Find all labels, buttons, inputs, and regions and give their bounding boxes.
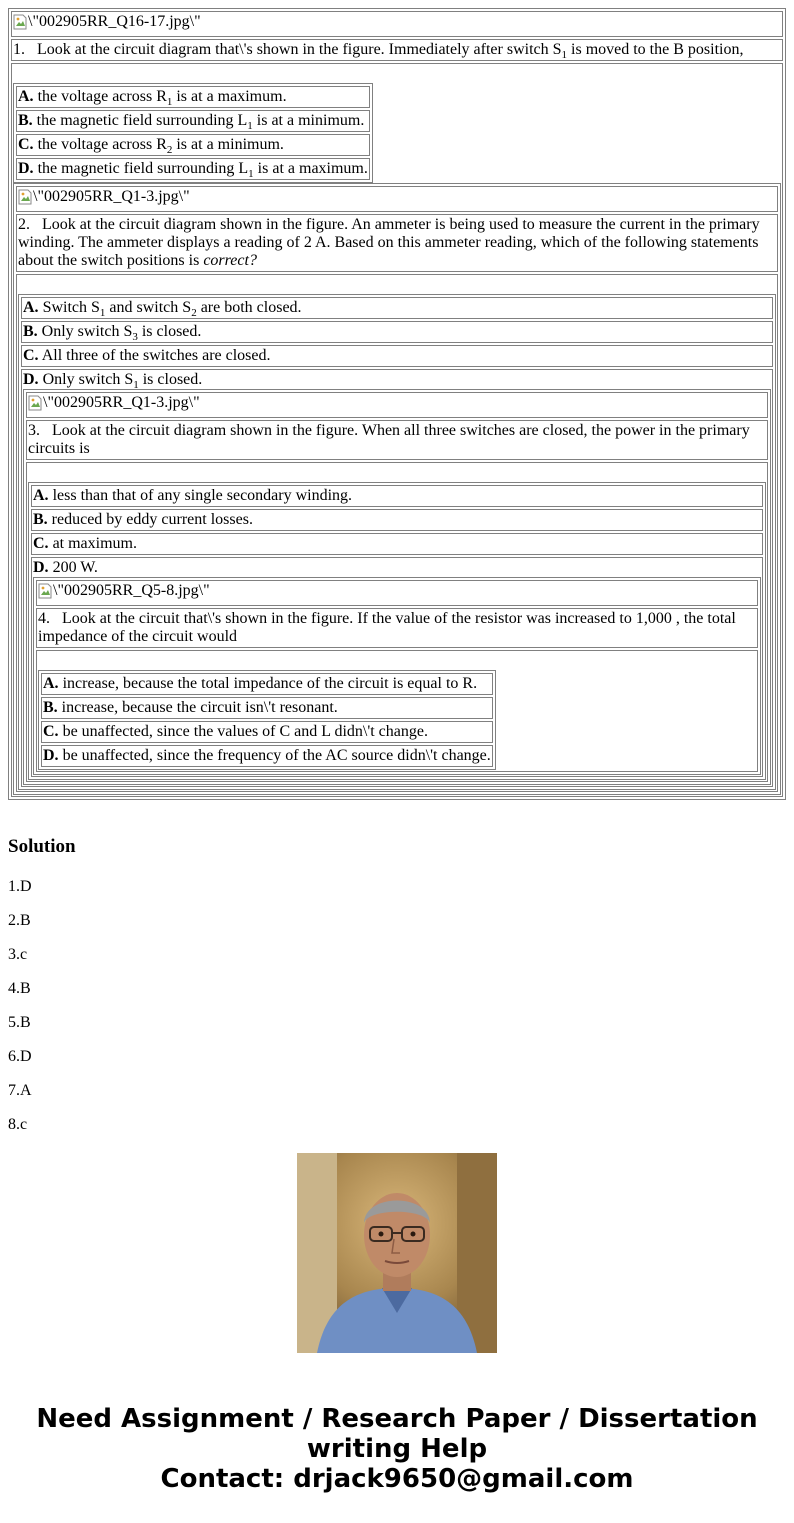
- question-2-options: [18, 294, 776, 790]
- promo-line-1: Need Assignment / Research Paper / Dissertation: [36, 1404, 758, 1434]
- question-1-text: 1. Look at the circuit diagram that\'s shown in the figure. Immediately after switch $S_1$ is moved to the B position,: [11, 39, 783, 61]
- question-2-table: [13, 183, 781, 795]
- question-1-options: [13, 83, 373, 183]
- option-d: D. 200 W. \"002905RR_Q5-8.jpg\" 4. Look at the circuit that\'s shown in the figure. If the value of the resistor was increased to 1,000 , the total impedance of the circuit would A. increase, because the total impedance of the circuit is equal to R. B. increase, because the circuit isn\'t resonant. C. be unaffected, since the values of C and L didn\'t change. D. be unaffected, since the frequency of the AC source didn\'t change.: [31, 557, 763, 777]
- option-b: B. the magnetic field surrounding $L_1$ is at a minimum.: [16, 110, 370, 132]
- option-a: A. increase, because the total impedance of the circuit is equal to R.: [41, 673, 493, 695]
- option-c: C. the voltage across $R_2$ is at a minimum.: [16, 134, 370, 156]
- promo-contact[interactable]: Contact: drjack9650@gmail.com: [160, 1464, 634, 1494]
- option-d: D. Only switch $S_1$ is closed. \"002905RR_Q1-3.jpg\" 3. Look at the circuit diagram shown in the figure. When all three switches are closed, the power in the primary circuits is A. less than that of any single secondary winding. B. reduced by eddy current losses. C. at maximum. D. 200 W. \"002905RR_Q5-8.jpg\" 4. Look at the circuit that\'s shown in the figure. If the value of the resistor was increased to 1,000 , the total impedance of the circuit would A. increase, because the total impedance of the circuit is equal to R. B. increase, because the circuit isn\'t resonant. C. be unaffected, since the values of C and L didn\'t change. D. be unaffected, since the frequency of the AC source didn\'t change.: [21, 369, 773, 787]
- answer-item: 2.B: [8, 912, 31, 929]
- option-b: B. Only switch $S_3$ is closed.: [21, 321, 773, 343]
- answer-item: 6.D: [8, 1048, 32, 1065]
- question-2-image: \"002905RR_Q1-3.jpg\": [16, 186, 778, 212]
- answer-item: 5.B: [8, 1014, 31, 1031]
- question-4-options: [38, 670, 496, 770]
- option-c: C. All three of the switches are closed.: [21, 345, 773, 367]
- answer-item: 7.A: [8, 1082, 32, 1099]
- broken-image-icon: [38, 583, 52, 599]
- question-2-text: 2. Look at the circuit diagram shown in the figure. An ammeter is being used to measure the current in the primary winding. The ammeter displays a reading of 2 A. Based on this ammeter reading, which of the following statements about the switch positions is correct?: [16, 214, 778, 272]
- question-4-text: 4. Look at the circuit that\'s shown in the figure. If the value of the resistor was increased to 1,000 , the total impedance of the circuit would: [36, 608, 758, 648]
- solution-section: [8, 836, 786, 1133]
- question-3-table: [23, 389, 771, 785]
- solution-title: Solution: [8, 836, 76, 857]
- question-1-image: \"002905RR_Q16-17.jpg\": [11, 11, 783, 37]
- question-4-image: \"002905RR_Q5-8.jpg\": [36, 580, 758, 606]
- question-3-options: [28, 482, 766, 780]
- question-container: [8, 8, 786, 800]
- question-1-table: [8, 8, 786, 800]
- tutor-avatar: [297, 1153, 497, 1353]
- answer-item: 1.D: [8, 878, 32, 895]
- option-c: C. at maximum.: [31, 533, 763, 555]
- option-c: C. be unaffected, since the values of C and L didn\'t change.: [41, 721, 493, 743]
- question-3-image: \"002905RR_Q1-3.jpg\": [26, 392, 768, 418]
- option-d: D. the magnetic field surrounding $L_1$ is at a maximum.: [18, 160, 368, 180]
- answer-item: 4.B: [8, 980, 31, 997]
- promo-banner: [0, 1404, 794, 1494]
- broken-image-icon: [28, 395, 42, 411]
- question-3-text: 3. Look at the circuit diagram shown in the figure. When all three switches are closed, the power in the primary circuits is: [26, 420, 768, 460]
- option-d: D. be unaffected, since the frequency of the AC source didn\'t change.: [41, 745, 493, 767]
- promo-line-2: writing Help: [306, 1434, 488, 1464]
- option-b: B. reduced by eddy current losses.: [31, 509, 763, 531]
- answer-item: 8.c: [8, 1116, 28, 1133]
- broken-image-icon: [13, 14, 27, 30]
- option-b: B. increase, because the circuit isn\'t resonant.: [41, 697, 493, 719]
- broken-image-icon: [18, 189, 32, 205]
- option-a: A. the voltage across $R_1$ is at a maximum.: [16, 86, 370, 108]
- option-a: A. less than that of any single secondary winding.: [31, 485, 763, 507]
- answer-list: [8, 878, 786, 1150]
- option-a: A. Switch $S_1$ and switch $S_2$ are both closed.: [21, 297, 773, 319]
- answer-item: 3.c: [8, 946, 28, 963]
- question-4-table: [33, 577, 761, 775]
